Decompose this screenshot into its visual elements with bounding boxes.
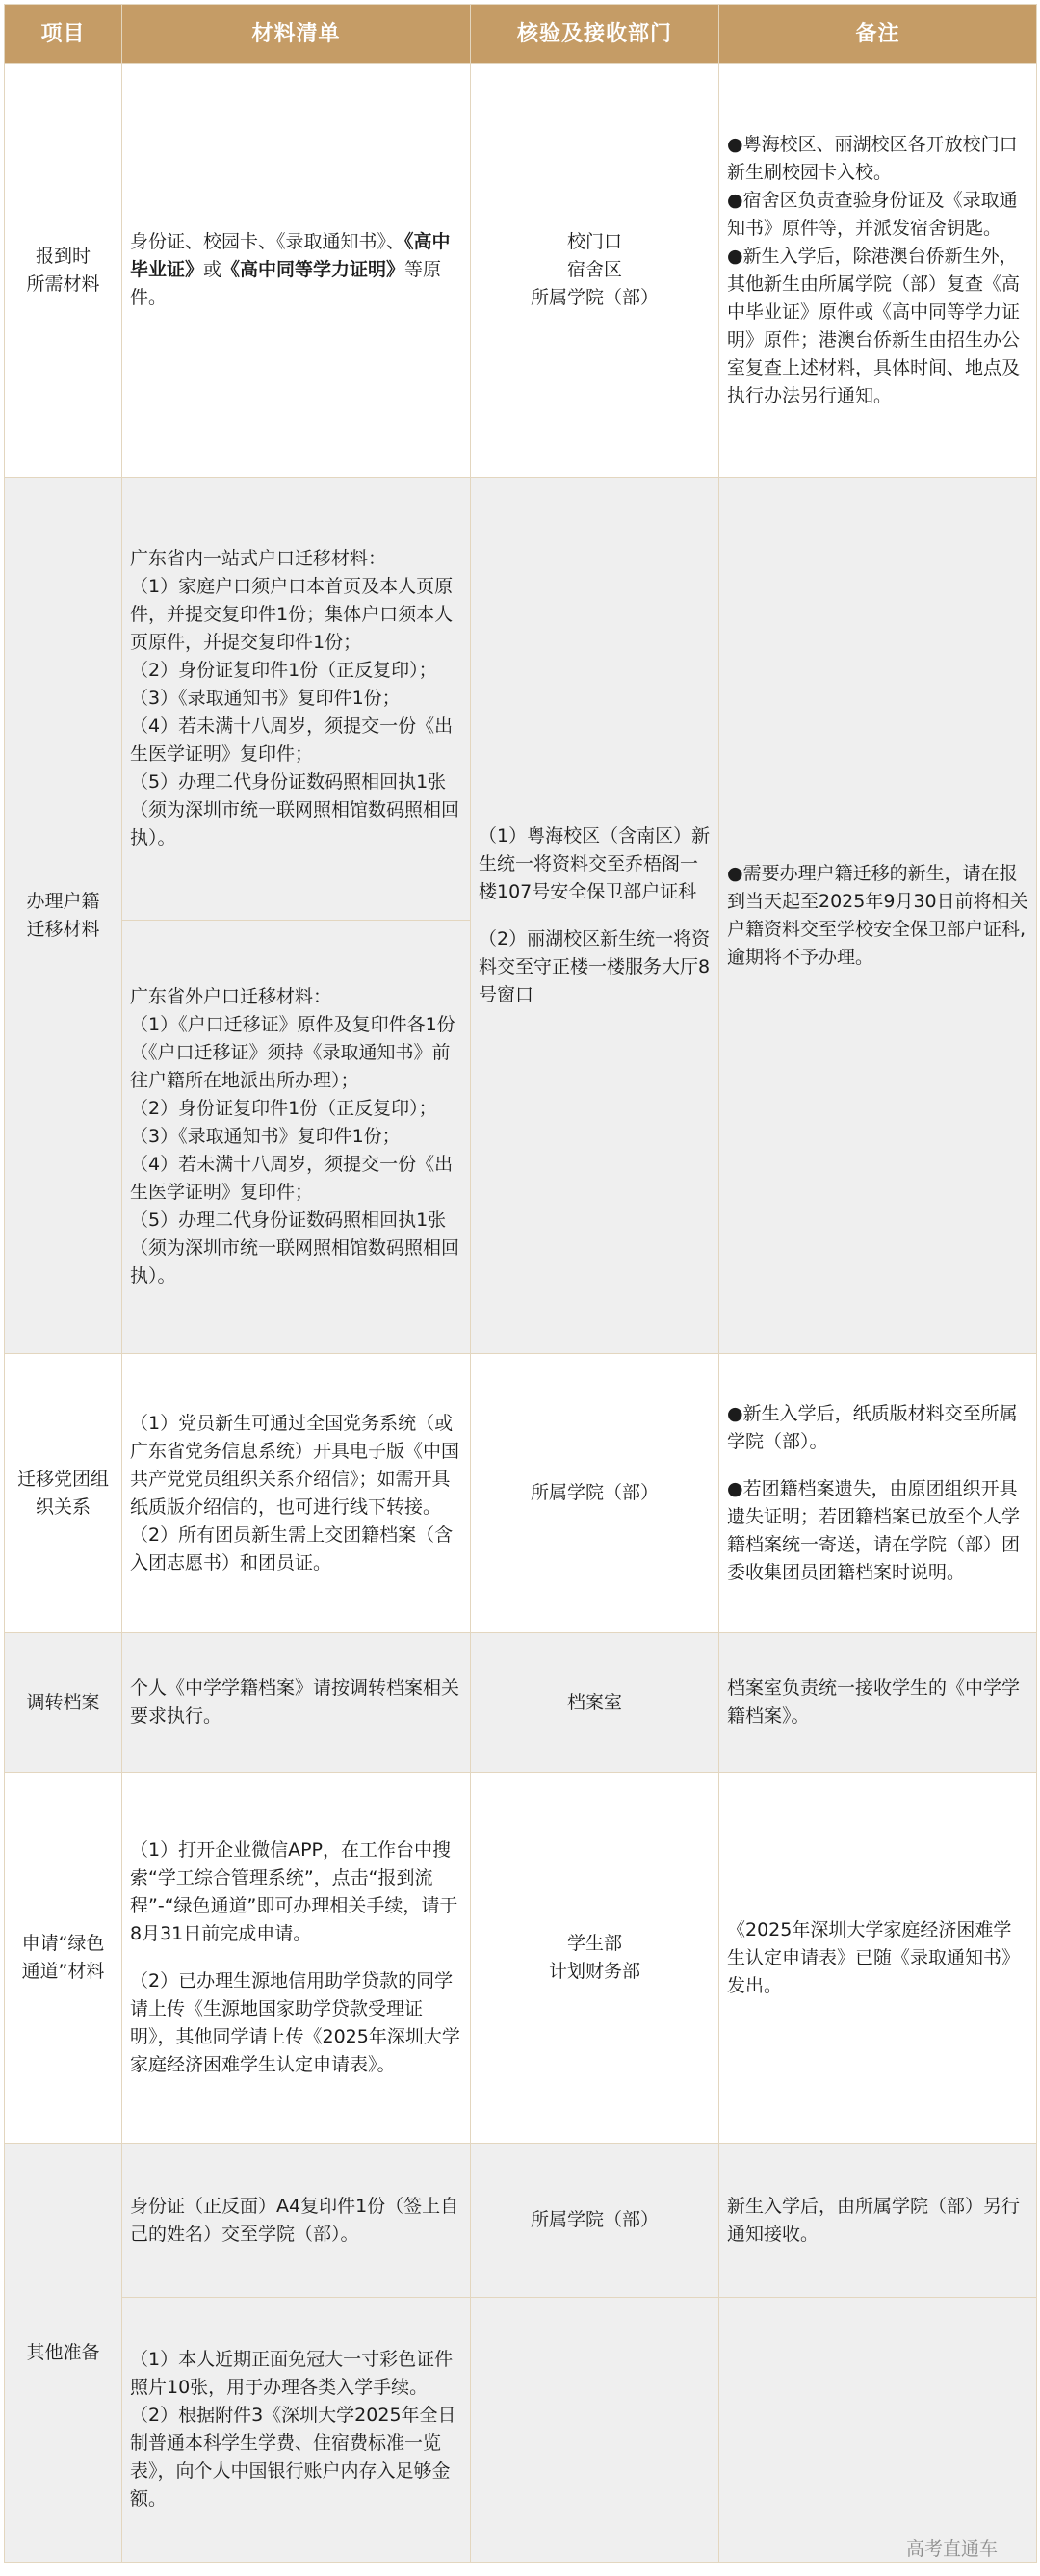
watermark: 高考直通车 xyxy=(905,2538,998,2560)
item-cell: 办理户籍 迁移材料 xyxy=(5,478,122,1354)
item-cell: 迁移党团组 织关系 xyxy=(5,1354,122,1633)
materials-cell-inside: 广东省内一站式户口迁移材料： （1）家庭户口须户口本首页及本人页原件，并提交复印件1份；集体户口须本人页原件，并提交复印件1份； （2）身份证复印件1份（正反复印）； （3）《录取通知书》复印件1份； （4）若未满十八周岁，须提交一份《出生医学证明》复印件； （5）办理二代身份证数码照相回执1张（须为深圳市统一联网照相馆数码照相回执）。 xyxy=(122,478,471,921)
materials-cell: （1）打开企业微信APP，在工作台中搜索“学工综合管理系统”，点击“报到流程”-“绿色通道”即可办理相关手续，请于8月31日前完成申请。 （2）已办理生源地信用助学贷款的同学请上传《生源地国家助学贷款受理证明》，其他同学请上传《2025年深圳大学家庭经济困难学生认定申请表》。 xyxy=(122,1773,471,2144)
table-header-row xyxy=(5,5,1037,64)
remarks-cell: 新生入学后，由所属学院（部）另行通知接收。 xyxy=(719,2144,1037,2298)
table-row-archive xyxy=(5,1633,1037,1773)
department-cell: 所属学院（部） xyxy=(471,2144,719,2298)
department-cell-empty xyxy=(471,2298,719,2563)
materials-cell-outside: 广东省外户口迁移材料： （1）《户口迁移证》原件及复印件各1份（《户口迁移证》须持《录取通知书》前往户籍所在地派出所办理）； （2）身份证复印件1份（正反复印）； （3）《录取通知书》复印件1份； （4）若未满十八周岁，须提交一份《出生医学证明》复印件； （5）办理二代身份证数码照相回执1张（须为深圳市统一联网照相馆数码照相回执）。 xyxy=(122,921,471,1354)
materials-cell: 身份证（正反面）A4复印件1份（签上自己的姓名）交至学院（部）。 xyxy=(122,2144,471,2298)
item-cell: 申请“绿色 通道”材料 xyxy=(5,1773,122,2144)
table-row-hukou xyxy=(5,478,1037,921)
department-cell: 所属学院（部） xyxy=(471,1354,719,1633)
table-row-other-2 xyxy=(5,2298,1037,2563)
remarks-cell: 《2025年深圳大学家庭经济困难学生认定申请表》已随《录取通知书》发出。 xyxy=(719,1773,1037,2144)
table-row-party xyxy=(5,1354,1037,1633)
table-row-other xyxy=(5,2144,1037,2298)
remarks-cell: 档案室负责统一接收学生的《中学学籍档案》。 xyxy=(719,1633,1037,1773)
department-cell: 档案室 xyxy=(471,1633,719,1773)
remarks-cell: ●新生入学后，纸质版材料交至所属学院（部）。 ●若团籍档案遗失，由原团组织开具遗失证明；若团籍档案已放至个人学籍档案统一寄送，请在学院（部）团委收集团员团籍档案时说明。 xyxy=(719,1354,1037,1633)
table-row-report xyxy=(5,64,1037,478)
materials-cell: （1）本人近期正面免冠大一寸彩色证件照片10张，用于办理各类入学手续。 （2）根据附件3《深圳大学2025年全日制普通本科学生学费、住宿费标准一览表》，向个人中国银行账户内存入足够金额。 xyxy=(122,2298,471,2563)
remarks-cell: ●需要办理户籍迁移的新生，请在报到当天起至2025年9月30日前将相关户籍资料交至学校安全保卫部户证科,逾期将不予办理。 xyxy=(719,478,1037,1354)
item-cell: 报到时 所需材料 xyxy=(5,64,122,478)
materials-cell: 个人《中学学籍档案》请按调转档案相关要求执行。 xyxy=(122,1633,471,1773)
remarks-cell: ●粤海校区、丽湖校区各开放校门口新生刷校园卡入校。 ●宿舍区负责查验身份证及《录取通知书》原件等，并派发宿舍钥匙。 ●新生入学后，除港澳台侨新生外，其他新生由所属学院（部）复查《高中毕业证》原件或《高中同等学力证明》原件；港澳台侨新生由招生办公室复查上述材料，具体时间、地点及执行办法另行通知。 xyxy=(719,64,1037,478)
materials-cell: 身份证、校园卡、《录取通知书》、《高中毕业证》或《高中同等学力证明》等原件。 xyxy=(122,64,471,478)
item-cell: 调转档案 xyxy=(5,1633,122,1773)
department-cell: 校门口 宿舍区 所属学院（部） xyxy=(471,64,719,478)
materials-cell: （1）党员新生可通过全国党务系统（或广东省党务信息系统）开具电子版《中国共产党党员组织关系介绍信》；如需开具纸质版介绍信的，也可进行线下转接。 （2）所有团员新生需上交团籍档案（含入团志愿书）和团员证。 xyxy=(122,1354,471,1633)
remarks-cell-empty xyxy=(719,2298,1037,2563)
header-materials: 材料清单 xyxy=(122,5,471,64)
department-cell: （1）粤海校区（含南区）新生统一将资料交至乔梧阁一楼107号安全保卫部户证科 （2）丽湖校区新生统一将资料交至守正楼一楼服务大厅8号窗口 xyxy=(471,478,719,1354)
enrollment-materials-table xyxy=(4,4,1037,2563)
header-item: 项目 xyxy=(5,5,122,64)
department-cell: 学生部 计划财务部 xyxy=(471,1773,719,2144)
table-row-green-channel xyxy=(5,1773,1037,2144)
item-cell: 其他准备 xyxy=(5,2144,122,2563)
header-department: 核验及接收部门 xyxy=(471,5,719,64)
header-remarks: 备注 xyxy=(719,5,1037,64)
